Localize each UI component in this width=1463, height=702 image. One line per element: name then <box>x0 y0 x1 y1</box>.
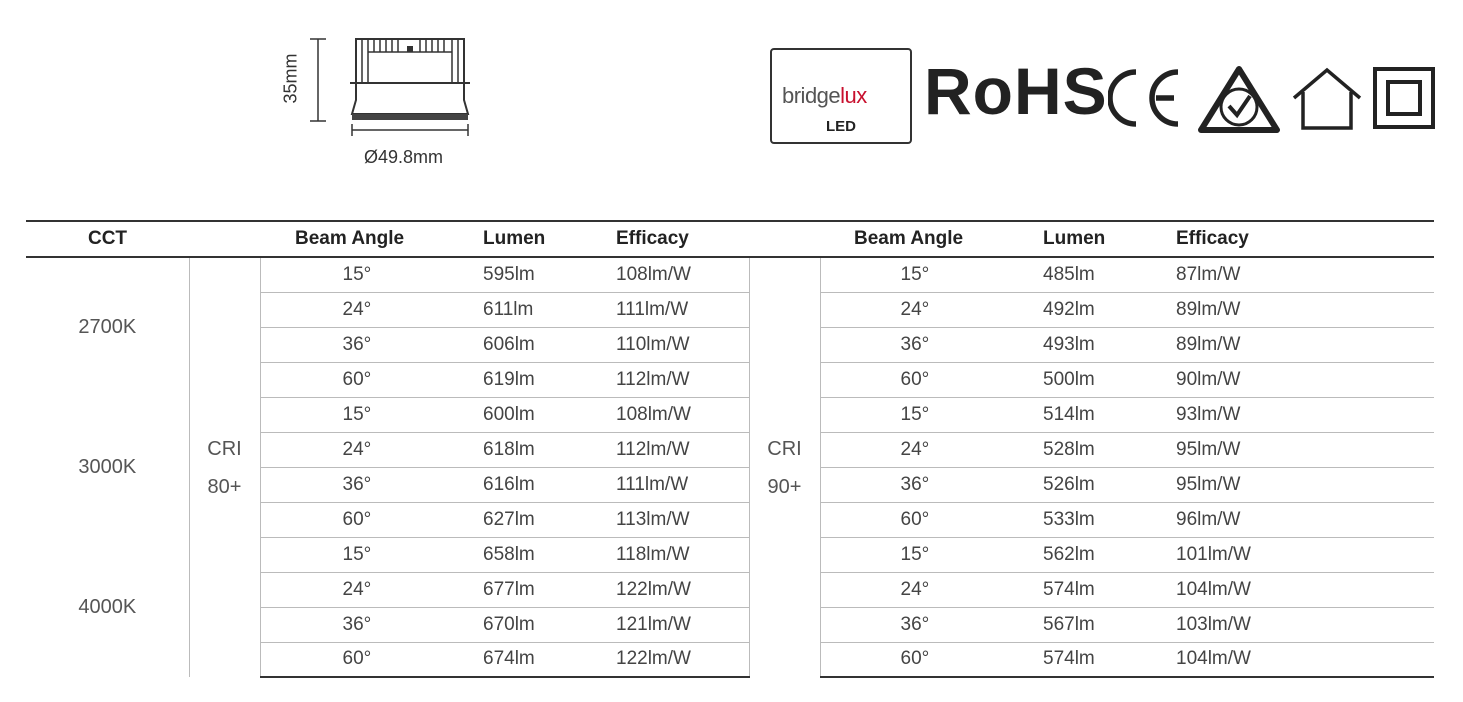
cct-cell: 2700K <box>78 316 137 338</box>
beam-angle-cri90-cell: 36° <box>820 467 1043 502</box>
efficacy-cell: 108lm/W <box>616 257 749 292</box>
header-efficacy-cri90: Efficacy <box>1176 221 1434 257</box>
efficacy-cell: 112lm/W <box>616 432 749 467</box>
table-header-row <box>26 221 1434 257</box>
rohs-logo: RoHS <box>924 54 1108 128</box>
efficacy-cri90-cell: 104lm/W <box>1176 642 1434 677</box>
bridgelux-led-logo <box>770 48 912 144</box>
cri80-value: 80+ <box>207 475 242 498</box>
beam-angle-cell: 60° <box>260 362 483 397</box>
efficacy-cri90-cell: 103lm/W <box>1176 607 1434 642</box>
beam-angle-cell: 60° <box>260 502 483 537</box>
header-cct: CCT <box>26 221 189 257</box>
beam-angle-cell: 15° <box>260 537 483 572</box>
efficacy-cri90-cell: 89lm/W <box>1176 327 1434 362</box>
efficacy-cri90-cell: 101lm/W <box>1176 537 1434 572</box>
lumen-cri90-cell: 574lm <box>1043 642 1176 677</box>
lumen-cell: 677lm <box>483 572 616 607</box>
lumen-cell: 616lm <box>483 467 616 502</box>
lumen-cri90-cell: 567lm <box>1043 607 1176 642</box>
height-dimension-label: 35mm <box>280 53 301 104</box>
efficacy-cell: 110lm/W <box>616 327 749 362</box>
lumen-cri90-cell: 493lm <box>1043 327 1176 362</box>
efficacy-cell: 111lm/W <box>616 292 749 327</box>
beam-angle-cell: 15° <box>260 397 483 432</box>
lumen-cri90-cell: 500lm <box>1043 362 1176 397</box>
beam-angle-cri90-cell: 24° <box>820 432 1043 467</box>
brand-word: bridge <box>782 83 841 108</box>
beam-angle-cri90-cell: 36° <box>820 607 1043 642</box>
efficacy-cri90-cell: 89lm/W <box>1176 292 1434 327</box>
cct-cell: 4000K <box>78 595 137 618</box>
efficacy-cri90-cell: 96lm/W <box>1176 502 1434 537</box>
beam-angle-cri90-cell: 60° <box>820 502 1043 537</box>
lumen-cri90-cell: 526lm <box>1043 467 1176 502</box>
lumen-cell: 674lm <box>483 642 616 677</box>
efficacy-cell: 111lm/W <box>616 467 749 502</box>
certification-logos <box>760 40 1460 150</box>
lumen-cell: 670lm <box>483 607 616 642</box>
beam-angle-cell: 24° <box>260 432 483 467</box>
rcm-mark-icon <box>1196 64 1282 136</box>
lumen-cri90-cell: 492lm <box>1043 292 1176 327</box>
header-efficacy: Efficacy <box>616 221 749 257</box>
header-lumen-cri90: Lumen <box>1043 221 1176 257</box>
efficacy-cell: 108lm/W <box>616 397 749 432</box>
beam-angle-cell: 24° <box>260 292 483 327</box>
beam-angle-cell: 36° <box>260 327 483 362</box>
cri80-cell <box>189 257 260 677</box>
lumen-cri90-cell: 533lm <box>1043 502 1176 537</box>
efficacy-cell: 113lm/W <box>616 502 749 537</box>
efficacy-cri90-cell: 104lm/W <box>1176 572 1434 607</box>
efficacy-cri90-cell: 95lm/W <box>1176 432 1434 467</box>
brand-sub-label: LED <box>826 118 856 135</box>
lumen-cell: 619lm <box>483 362 616 397</box>
efficacy-cell: 122lm/W <box>616 642 749 677</box>
lumen-cell: 658lm <box>483 537 616 572</box>
brand-word-accent: lux <box>840 83 867 108</box>
beam-angle-cell: 15° <box>260 257 483 292</box>
ce-mark-icon <box>1108 68 1186 128</box>
table-row <box>26 257 1434 292</box>
diameter-dimension-label: Ø49.8mm <box>364 147 444 167</box>
beam-angle-cell: 60° <box>260 642 483 677</box>
beam-angle-cri90-cell: 60° <box>820 362 1043 397</box>
beam-angle-cell: 36° <box>260 607 483 642</box>
specification-table <box>26 220 1434 678</box>
beam-angle-cri90-cell: 36° <box>820 327 1043 362</box>
lumen-cri90-cell: 574lm <box>1043 572 1176 607</box>
lumen-cri90-cell: 514lm <box>1043 397 1176 432</box>
beam-angle-cri90-cell: 15° <box>820 257 1043 292</box>
lumen-cell: 627lm <box>483 502 616 537</box>
table-body <box>26 257 1434 677</box>
indoor-use-icon <box>1290 66 1364 132</box>
beam-angle-cri90-cell: 24° <box>820 292 1043 327</box>
lumen-cell: 600lm <box>483 397 616 432</box>
cri90-label: CRI <box>767 437 802 460</box>
cri90-cell <box>749 257 820 677</box>
efficacy-cri90-cell: 87lm/W <box>1176 257 1434 292</box>
lumen-cri90-cell: 485lm <box>1043 257 1176 292</box>
beam-angle-cri90-cell: 15° <box>820 397 1043 432</box>
lumen-cell: 595lm <box>483 257 616 292</box>
lumen-cell: 618lm <box>483 432 616 467</box>
beam-angle-cri90-cell: 24° <box>820 572 1043 607</box>
beam-angle-cell: 24° <box>260 572 483 607</box>
product-dimension-diagram <box>280 30 490 175</box>
beam-angle-cri90-cell: 15° <box>820 537 1043 572</box>
cri90-value: 90+ <box>767 475 802 498</box>
efficacy-cri90-cell: 95lm/W <box>1176 467 1434 502</box>
lumen-cri90-cell: 562lm <box>1043 537 1176 572</box>
lumen-cri90-cell: 528lm <box>1043 432 1176 467</box>
class-ii-icon <box>1372 66 1436 130</box>
header-beam-angle: Beam Angle <box>260 221 483 257</box>
efficacy-cri90-cell: 90lm/W <box>1176 362 1434 397</box>
header-beam-angle-cri90: Beam Angle <box>820 221 1043 257</box>
cct-cell: 3000K <box>78 455 137 478</box>
efficacy-cell: 122lm/W <box>616 572 749 607</box>
efficacy-cell: 121lm/W <box>616 607 749 642</box>
lumen-cell: 606lm <box>483 327 616 362</box>
cri80-label: CRI <box>207 437 242 460</box>
lumen-cell: 611lm <box>483 292 616 327</box>
beam-angle-cell: 36° <box>260 467 483 502</box>
beam-angle-cri90-cell: 60° <box>820 642 1043 677</box>
efficacy-cri90-cell: 93lm/W <box>1176 397 1434 432</box>
header-lumen: Lumen <box>483 221 616 257</box>
efficacy-cell: 118lm/W <box>616 537 749 572</box>
efficacy-cell: 112lm/W <box>616 362 749 397</box>
